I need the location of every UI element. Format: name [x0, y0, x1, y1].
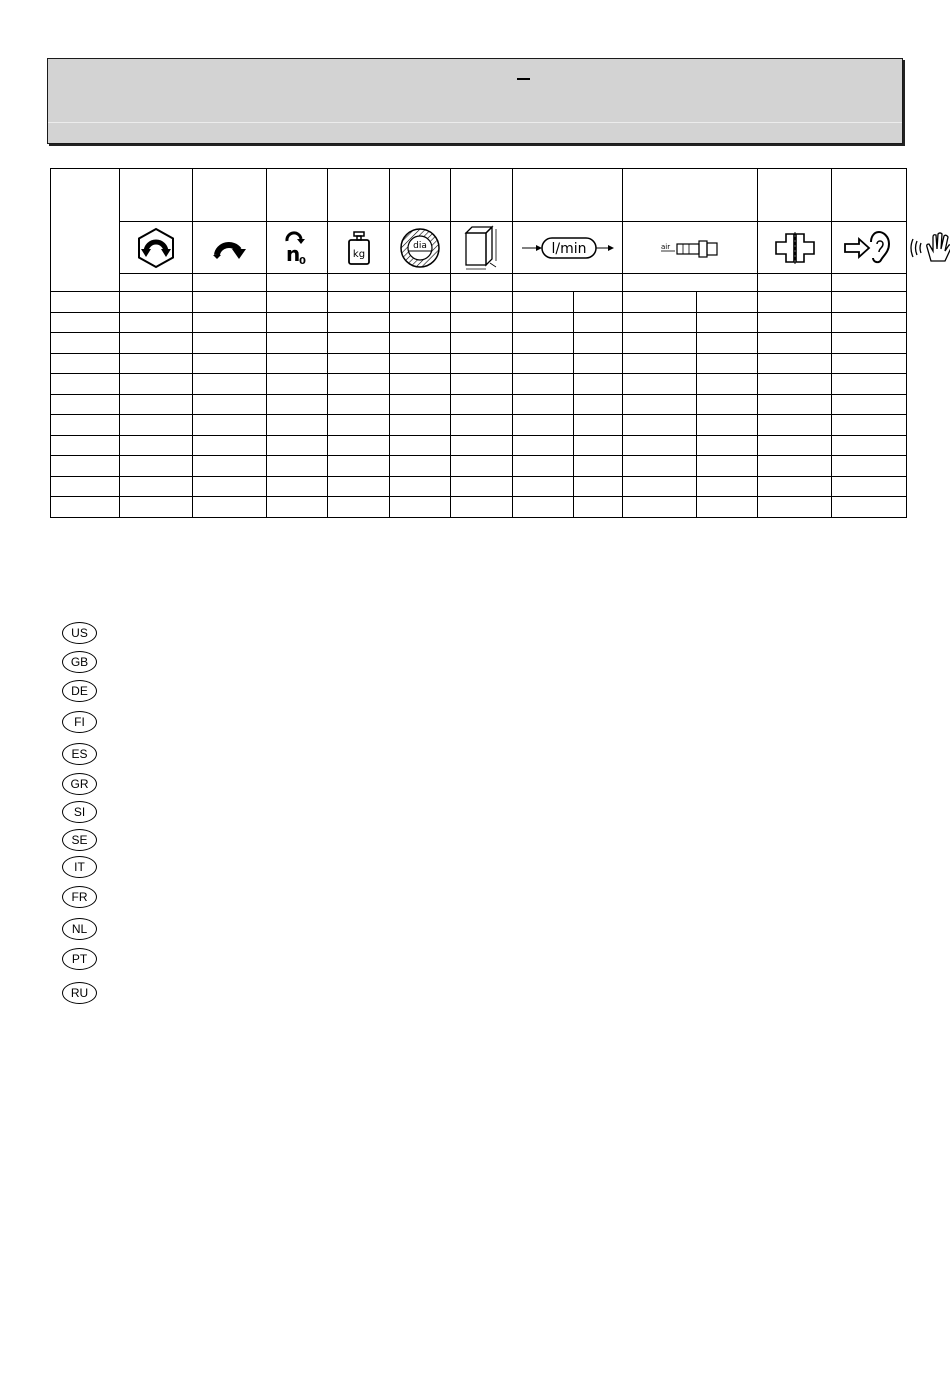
table-cell [574, 333, 623, 354]
no-load-speed-cell [267, 222, 328, 274]
spec-table [50, 168, 907, 518]
noise-cell [832, 222, 907, 274]
table-cell [193, 312, 267, 333]
table-cell [120, 497, 193, 518]
table-cell [832, 476, 907, 497]
table-cell [697, 435, 758, 456]
table-cell [513, 394, 574, 415]
table-cell [697, 333, 758, 354]
header-divider [48, 122, 902, 123]
table-cell [513, 415, 574, 436]
table-cell [623, 374, 697, 395]
table-cell [574, 394, 623, 415]
table-cell [513, 333, 574, 354]
table-cell [623, 394, 697, 415]
table-cell [758, 394, 832, 415]
rotation-torque-cell [193, 222, 267, 274]
table-cell [193, 476, 267, 497]
unit-cell [758, 274, 832, 292]
table-cell [451, 435, 513, 456]
table-cell [51, 374, 120, 395]
data-rows [51, 292, 907, 518]
table-cell [451, 333, 513, 354]
unit-cell [328, 274, 390, 292]
weight-kg-icon [346, 230, 372, 266]
table-cell [390, 333, 451, 354]
table-cell [451, 312, 513, 333]
table-cell [758, 292, 832, 313]
table-cell [513, 435, 574, 456]
table-cell [267, 456, 328, 477]
header-cell [390, 169, 451, 222]
table-cell [120, 292, 193, 313]
table-cell [697, 292, 758, 313]
table-cell [758, 497, 832, 518]
table-cell [51, 312, 120, 333]
table-cell [390, 394, 451, 415]
table-cell [758, 312, 832, 333]
unit-cell [451, 274, 513, 292]
table-cell [513, 312, 574, 333]
header-cell [451, 169, 513, 222]
air-inlet-fitting-icon [659, 237, 721, 259]
table-cell [51, 353, 120, 374]
table-cell [832, 292, 907, 313]
table-cell [390, 353, 451, 374]
table-cell [267, 292, 328, 313]
table-cell [193, 374, 267, 395]
table-row [51, 333, 907, 354]
table-cell [267, 435, 328, 456]
svg-text:0: 0 [299, 255, 306, 267]
table-cell [574, 312, 623, 333]
table-cell [513, 353, 574, 374]
table-cell [513, 374, 574, 395]
table-cell [193, 497, 267, 518]
table-cell [390, 497, 451, 518]
unit-cell [513, 274, 623, 292]
language-badge-de: DE [62, 680, 97, 702]
table-cell [451, 353, 513, 374]
table-cell [451, 456, 513, 477]
table-cell [451, 374, 513, 395]
diameter-cell [390, 222, 451, 274]
impact-torque-cell [120, 222, 193, 274]
table-cell [267, 353, 328, 374]
table-cell [574, 415, 623, 436]
unit-cell [120, 274, 193, 292]
table-cell [697, 394, 758, 415]
table-cell [267, 476, 328, 497]
language-badge-si: SI [62, 801, 97, 823]
table-row [51, 292, 907, 313]
table-cell [574, 456, 623, 477]
table-cell [832, 497, 907, 518]
table-cell [574, 353, 623, 374]
table-cell [120, 456, 193, 477]
table-cell [328, 333, 390, 354]
table-cell [832, 415, 907, 436]
table-cell [758, 415, 832, 436]
unit-cell [193, 274, 267, 292]
table-cell [513, 476, 574, 497]
table-cell [51, 476, 120, 497]
table-cell [574, 374, 623, 395]
header-cell [758, 169, 832, 222]
hose-coupling-icon [772, 230, 818, 266]
table-cell [120, 312, 193, 333]
table-row [51, 476, 907, 497]
language-badge-us: US [62, 622, 97, 644]
table-cell [328, 292, 390, 313]
air-consumption-cell [513, 222, 623, 274]
table-cell [623, 476, 697, 497]
header-title-dash [517, 78, 530, 80]
table-cell [574, 476, 623, 497]
table-cell [758, 435, 832, 456]
unit-cell [623, 274, 758, 292]
table-cell [193, 292, 267, 313]
table-cell [328, 456, 390, 477]
dimensions-cell [451, 222, 513, 274]
table-cell [51, 333, 120, 354]
table-cell [51, 292, 120, 313]
table-cell [390, 374, 451, 395]
table-cell [267, 333, 328, 354]
table-cell [623, 497, 697, 518]
language-badge-gb: GB [62, 651, 97, 673]
table-cell [390, 435, 451, 456]
table-cell [513, 497, 574, 518]
table-row [51, 456, 907, 477]
table-cell [758, 476, 832, 497]
header-box [47, 58, 903, 144]
table-cell [697, 476, 758, 497]
table-cell [51, 497, 120, 518]
unit-cell [390, 274, 451, 292]
table-cell [390, 292, 451, 313]
table-cell [574, 435, 623, 456]
table-cell [193, 456, 267, 477]
table-cell [120, 353, 193, 374]
table-row [51, 415, 907, 436]
language-badge-it: IT [62, 856, 97, 878]
table-cell [120, 476, 193, 497]
table-cell [390, 312, 451, 333]
table-cell [832, 353, 907, 374]
header-cell [832, 169, 907, 222]
header-cell [120, 169, 193, 222]
table-cell [328, 312, 390, 333]
table-cell [513, 456, 574, 477]
table-cell [193, 435, 267, 456]
table-cell [267, 415, 328, 436]
svg-text:kg: kg [352, 248, 365, 260]
weight-cell [328, 222, 390, 274]
table-cell [758, 374, 832, 395]
table-cell [120, 374, 193, 395]
unit-cell [267, 274, 328, 292]
table-cell [267, 312, 328, 333]
language-badge-pt: PT [62, 948, 97, 970]
air-consumption-icon [520, 234, 616, 262]
table-cell [451, 394, 513, 415]
table-cell [697, 497, 758, 518]
table-row [51, 394, 907, 415]
table-cell [623, 415, 697, 436]
model-header-cell [51, 169, 120, 292]
table-row [51, 497, 907, 518]
table-cell [451, 415, 513, 436]
table-cell [51, 394, 120, 415]
no-load-speed-icon [282, 229, 312, 267]
table-cell [451, 476, 513, 497]
table-cell [574, 292, 623, 313]
table-cell [193, 333, 267, 354]
hose-coupling-cell [758, 222, 832, 274]
svg-text:n: n [286, 241, 301, 266]
table-cell [832, 333, 907, 354]
table-cell [513, 292, 574, 313]
table-cell [193, 394, 267, 415]
table-cell [623, 456, 697, 477]
table-row [51, 374, 907, 395]
table-cell [697, 456, 758, 477]
table-cell [328, 374, 390, 395]
table-cell [390, 476, 451, 497]
table-cell [267, 394, 328, 415]
table-cell [623, 435, 697, 456]
table-cell [267, 497, 328, 518]
table-row [51, 353, 907, 374]
table-cell [390, 456, 451, 477]
table-cell [832, 456, 907, 477]
table-cell [697, 353, 758, 374]
language-badge-es: ES [62, 743, 97, 765]
header-cell [193, 169, 267, 222]
table-cell [451, 497, 513, 518]
rotation-torque-icon [210, 233, 250, 263]
table-cell [328, 394, 390, 415]
svg-text:dia: dia [413, 240, 427, 251]
table-cell [193, 353, 267, 374]
table-cell [623, 333, 697, 354]
table-cell [832, 394, 907, 415]
language-badge-se: SE [62, 829, 97, 851]
table-cell [623, 312, 697, 333]
table-cell [51, 415, 120, 436]
table-cell [697, 374, 758, 395]
table-cell [193, 415, 267, 436]
table-cell [832, 374, 907, 395]
table-cell [328, 415, 390, 436]
table-cell [832, 312, 907, 333]
language-badge-nl: NL [62, 918, 97, 940]
table-cell [51, 456, 120, 477]
table-cell [758, 333, 832, 354]
table-cell [758, 353, 832, 374]
header-cell [623, 169, 758, 222]
svg-text:l/min: l/min [550, 240, 587, 257]
table-cell [120, 415, 193, 436]
table-cell [328, 435, 390, 456]
language-badge-fr: FR [62, 886, 97, 908]
table-row [51, 312, 907, 333]
header-cell [513, 169, 623, 222]
diameter-icon [399, 227, 441, 269]
dimensions-box-icon [462, 225, 502, 271]
table-cell [697, 312, 758, 333]
vibration-hand-icon [907, 231, 950, 265]
air-inlet-cell [623, 222, 758, 274]
table-cell [120, 435, 193, 456]
table-cell [51, 435, 120, 456]
table-cell [267, 374, 328, 395]
table-cell [832, 435, 907, 456]
language-badge-ru: RU [62, 982, 97, 1004]
unit-cell [832, 274, 907, 292]
svg-text:air: air [661, 242, 671, 251]
language-badge-fi: FI [62, 711, 97, 733]
table-cell [328, 497, 390, 518]
table-cell [451, 292, 513, 313]
table-cell [574, 497, 623, 518]
table-cell [623, 353, 697, 374]
language-badge-gr: GR [62, 773, 97, 795]
noise-ear-icon [843, 230, 895, 266]
table-cell [758, 456, 832, 477]
table-row [51, 435, 907, 456]
impact-torque-icon [135, 227, 177, 269]
table-cell [623, 292, 697, 313]
table-cell [390, 415, 451, 436]
header-cell [328, 169, 390, 222]
table-cell [120, 333, 193, 354]
table-cell [120, 394, 193, 415]
table-cell [697, 415, 758, 436]
table-cell [328, 353, 390, 374]
header-cell [267, 169, 328, 222]
table-cell [328, 476, 390, 497]
